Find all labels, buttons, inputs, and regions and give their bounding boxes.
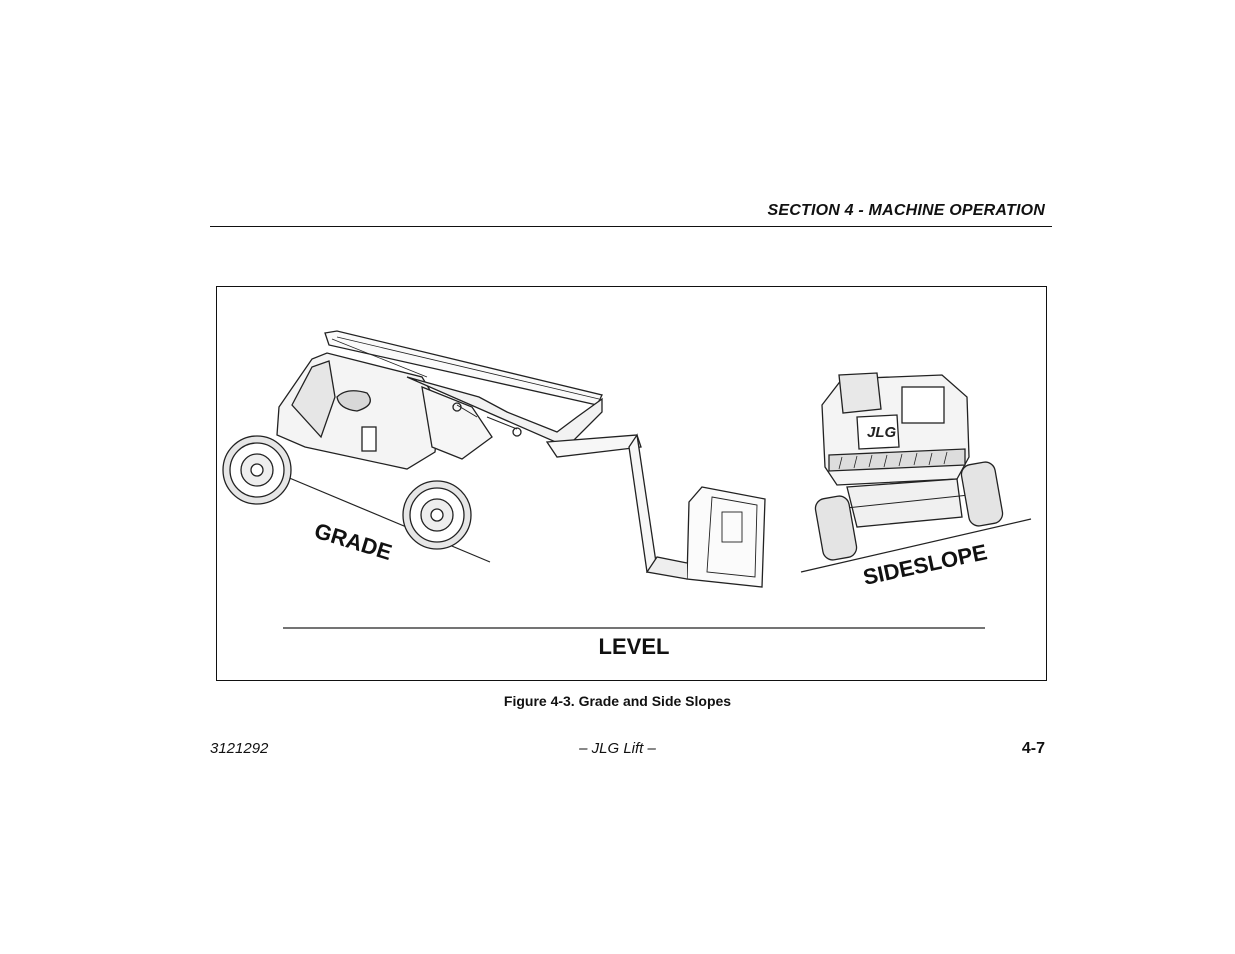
platform [687, 487, 765, 587]
level-label: LEVEL [598, 634, 670, 659]
grade-label: GRADE [311, 517, 395, 566]
jlg-logo-text: JLG [867, 424, 897, 441]
page-number: 4-7 [1021, 740, 1045, 757]
footer-title: – JLG Lift – [579, 740, 656, 757]
figure-caption: Figure 4-3. Grade and Side Slopes [503, 693, 732, 709]
sideslope-label: SIDESLOPE [860, 539, 990, 590]
boom-lift-on-sideslope [801, 373, 1031, 572]
figure-frame [216, 286, 1047, 681]
boom-lift-on-grade [223, 331, 765, 587]
front-wheel [403, 481, 471, 549]
grade-sideslope-illustration [217, 287, 1046, 680]
header-rule [210, 226, 1052, 227]
right-tire [960, 461, 1004, 528]
document-number: 3121292 [210, 740, 269, 757]
section-title: SECTION 4 - MACHINE OPERATION [767, 202, 1045, 219]
rear-wheel [223, 436, 291, 504]
